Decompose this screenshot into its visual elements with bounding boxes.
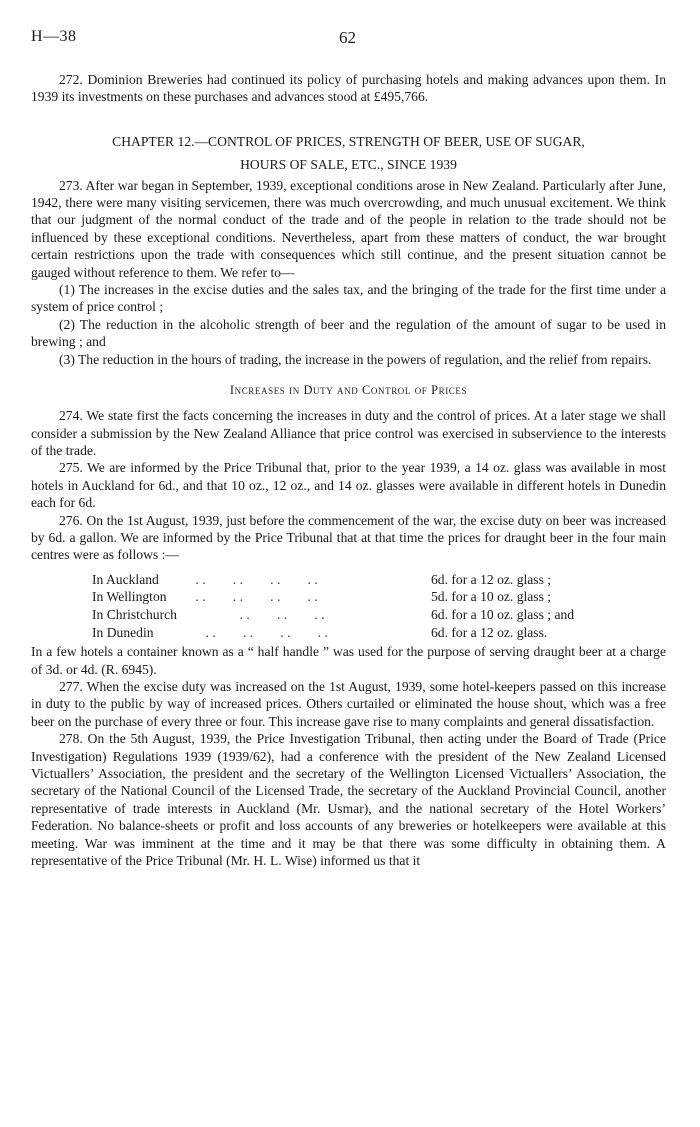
- price-city: In Auckland: [92, 571, 159, 587]
- price-row-dunedin: [31, 624, 666, 642]
- leader-dots: . . . . . . . .: [192, 571, 318, 587]
- price-city: In Christchurch: [92, 606, 177, 622]
- price-value: 5d. for a 10 oz. glass ;: [431, 589, 552, 605]
- price-city: In Dunedin: [92, 624, 154, 640]
- document-reference: H—38: [31, 28, 77, 45]
- price-value: 6d. for a 12 oz. glass.: [431, 624, 548, 640]
- price-row-christchurch: [31, 606, 666, 624]
- paragraph-276-continued: In a few hotels a container known as a “ half handle ” was used for the purpose of serving draught beer at a charge of 3d. or 4d. (R. 6945).: [31, 644, 666, 677]
- price-city: In Wellington: [92, 589, 167, 605]
- paragraph-277: 277. When the excise duty was increased on the 1st August, 1939, some hotel-keepers passed on this increase in duty to the public by way of increased prices. Others curtailed or eliminated the house shout, which was a free beer on the purchase of every three or four. This increase gave rise to many complaints and general dissatisfaction.: [31, 678, 666, 729]
- price-row-auckland: [31, 571, 666, 589]
- paragraph-274: 274. We state first the facts concerning the increases in duty and the control of prices. At a later stage we shall consider a submission by the New Zealand Alliance that price control was exercised in subservience to the interests of the trade.: [31, 408, 666, 458]
- list-item-2: (2) The reduction in the alcoholic strength of beer and the regulation of the amount of sugar to be used in brewing ; and: [31, 316, 666, 350]
- leader-dots: . . . . . . . .: [192, 624, 328, 640]
- price-row-wellington: [31, 588, 666, 606]
- price-list: [31, 571, 666, 641]
- chapter-heading: CHAPTER 12.—CONTROL OF PRICES, STRENGTH OF BEER, USE OF SUGAR,: [112, 133, 585, 149]
- paragraph-273: 273. After war began in September, 1939, exceptional conditions arose in New Zealand. Particularly after June, 1942, there were many visiting servicemen, there was much overcrowding, and much unusual excitement. We think that our judgment of the normal conduct of the trade and of the people in relation to the trade should not be influenced by these exceptional conditions. Nevertheless, apart from these matters of conduct, the war brought certain restrictions upon the trade with consequences which still continue, and the present situation cannot be gauged without reference to them. We refer to—: [31, 177, 666, 280]
- page-header: [31, 28, 666, 50]
- page-number: 62: [339, 28, 356, 47]
- paragraph-275: 275. We are informed by the Price Tribunal that, prior to the year 1939, a 14 oz. glass was available in most hotels in Auckland for 6d., and that 10 oz., 12 oz., and 14 oz. glasses were available in different hotels in Dunedin each for 6d.: [31, 460, 666, 511]
- paragraph-278: 278. On the 5th August, 1939, the Price Investigation Tribunal, then acting under the Board of Trade (Price Investigation) Regulations 1939 (1939/62), had a conference with the president of the New Zealand Licensed Victuallers’ Association, the president and the secretary of the Wellington Licensed Victuallers’ Association, the secretary of the National Council of the Licensed Trade, the secretary of the Auckland Provincial Council, another representative of trade interests in Auckland (Mr. Usmar), and the national secretary of the Hotel Workers’ Federation. No balance-sheets or profit and loss accounts of any breweries or hotelkeepers were available at this meeting. War was imminent at the time and it may be that there was some difficulty in obtaining them. A representative of the Price Tribunal (Mr. H. L. Wise) informed us that it: [31, 731, 666, 868]
- page-body: [31, 71, 666, 869]
- list-item-3: (3) The reduction in the hours of trading, the increase in the powers of regulation, and the relief from repairs.: [59, 351, 652, 367]
- section-subheading: Increases in Duty and Control of Prices: [229, 383, 468, 398]
- paragraph-276: 276. On the 1st August, 1939, just before the commencement of the war, the excise duty on beer was increased by 6d. a gallon. We are informed by the Price Tribunal that at that time the prices for draught beer in the four main centres were as follows :—: [31, 512, 666, 563]
- price-value: 6d. for a 12 oz. glass ;: [431, 571, 552, 587]
- leader-dots: . . . . . . . .: [192, 589, 318, 605]
- list-item-1: (1) The increases in the excise duties and the sales tax, and the bringing of the trade for the first time under a system of price control ;: [31, 282, 666, 315]
- chapter-heading-continued: HOURS OF SALE, ETC., SINCE 1939: [240, 157, 457, 173]
- price-value: 6d. for a 10 oz. glass ; and: [431, 606, 575, 622]
- leader-dots: . . . . . .: [192, 606, 325, 622]
- paragraph-272: 272. Dominion Breweries had continued its policy of purchasing hotels and making advances upon them. In 1939 its investments on these purchases and advances stood at £495,766.: [31, 72, 666, 105]
